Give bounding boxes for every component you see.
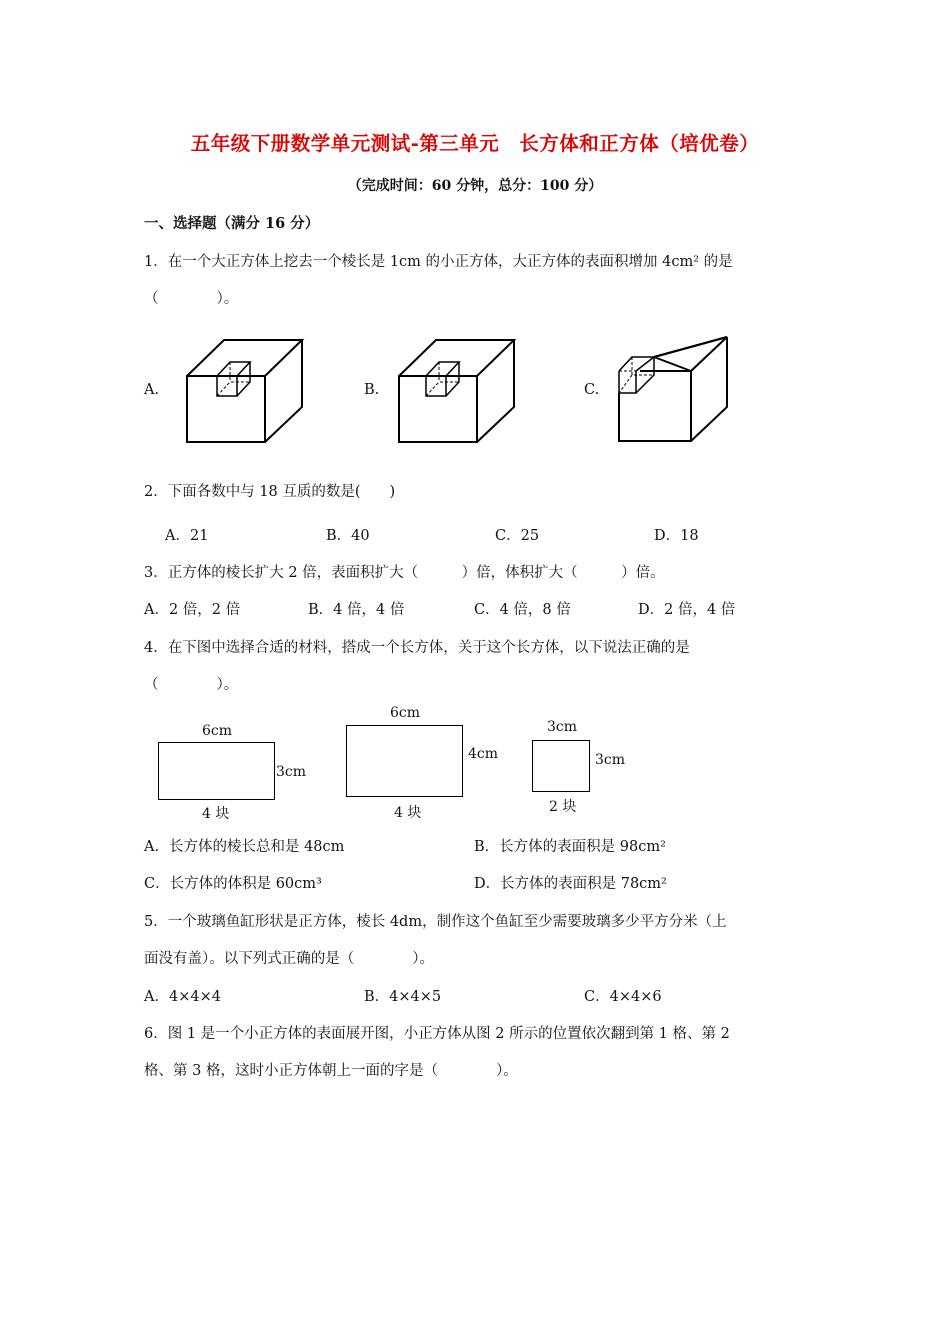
q4-text-line2: （ ）。 — [144, 677, 239, 693]
q1-label-b: B. — [364, 382, 380, 398]
q4-fig1-top-label: 6cm — [202, 723, 233, 739]
q4-option-c[interactable]: C．长方体的体积是 60cm³ — [144, 876, 322, 892]
q2-option-d[interactable]: D．18 — [654, 528, 699, 544]
exam-subtitle: （完成时间：60 分钟，总分：100 分） — [347, 178, 603, 194]
q6-text-line2: 格、第 3 格，这时小正方体朝上一面的字是（ ）。 — [144, 1063, 518, 1079]
q5-option-a[interactable]: A．4×4×4 — [144, 989, 221, 1005]
q1-text-line2: （ ）。 — [144, 291, 239, 307]
q3-option-d[interactable]: D．2 倍，4 倍 — [638, 602, 736, 618]
q4-fig3-top-label: 3cm — [547, 719, 578, 735]
section-heading: 一、选择题（满分 16 分） — [144, 215, 320, 232]
q4-fig3-count-label: 2 块 — [549, 799, 577, 815]
q1-label-a: A. — [144, 382, 160, 398]
q2-text: 2．下面各数中与 18 互质的数是( ) — [144, 484, 396, 500]
q4-fig2-rect — [346, 725, 463, 797]
q1-label-c: C. — [584, 382, 600, 398]
q4-fig3-square — [532, 740, 590, 792]
q4-fig1-side-label: 3cm — [276, 764, 307, 780]
q5-text-line1: 5．一个玻璃鱼缸形状是正方体，棱长 4dm，制作这个鱼缸至少需要玻璃多少平方分米（上 — [144, 914, 727, 930]
q4-fig2-count-label: 4 块 — [394, 805, 422, 821]
q1-figure-b — [398, 338, 518, 444]
q2-option-b[interactable]: B．40 — [326, 528, 370, 544]
q1-figure-c — [618, 335, 730, 445]
q3-text: 3．正方体的棱长扩大 2 倍，表面积扩大（ ）倍，体积扩大（ ）倍。 — [144, 565, 665, 581]
exam-title: 五年级下册数学单元测试-第三单元 长方体和正方体（培优卷） — [190, 132, 760, 155]
q5-option-c[interactable]: C．4×4×6 — [584, 989, 662, 1005]
q4-option-b[interactable]: B．长方体的表面积是 98cm² — [474, 839, 666, 855]
q5-text-line2: 面没有盖）。以下列式正确的是（ ）。 — [144, 951, 434, 967]
q4-fig2-side-label: 4cm — [468, 746, 499, 762]
q4-fig3-side-label: 3cm — [595, 752, 626, 768]
q5-option-b[interactable]: B．4×4×5 — [364, 989, 442, 1005]
q4-fig1-count-label: 4 块 — [202, 806, 230, 822]
q4-option-d[interactable]: D．长方体的表面积是 78cm² — [474, 876, 667, 892]
q4-fig2-top-label: 6cm — [390, 705, 421, 721]
q1-text-line1: 1．在一个大正方体上挖去一个棱长是 1cm 的小正方体，大正方体的表面积增加 4cm² 的是 — [144, 254, 733, 270]
q4-option-a[interactable]: A．长方体的棱长总和是 48cm — [144, 839, 345, 855]
q3-option-b[interactable]: B．4 倍，4 倍 — [308, 602, 405, 618]
q6-text-line1: 6．图 1 是一个小正方体的表面展开图，小正方体从图 2 所示的位置依次翻到第 1 格、第 2 — [144, 1026, 730, 1042]
q3-option-c[interactable]: C．4 倍，8 倍 — [474, 602, 571, 618]
q2-option-c[interactable]: C．25 — [495, 528, 540, 544]
q2-option-a[interactable]: A．21 — [165, 528, 209, 544]
q1-figure-a — [186, 338, 306, 444]
q4-text-line1: 4．在下图中选择合适的材料，搭成一个长方体，关于这个长方体，以下说法正确的是 — [144, 640, 690, 656]
q3-option-a[interactable]: A．2 倍，2 倍 — [144, 602, 241, 618]
q4-fig1-rect — [158, 742, 275, 800]
